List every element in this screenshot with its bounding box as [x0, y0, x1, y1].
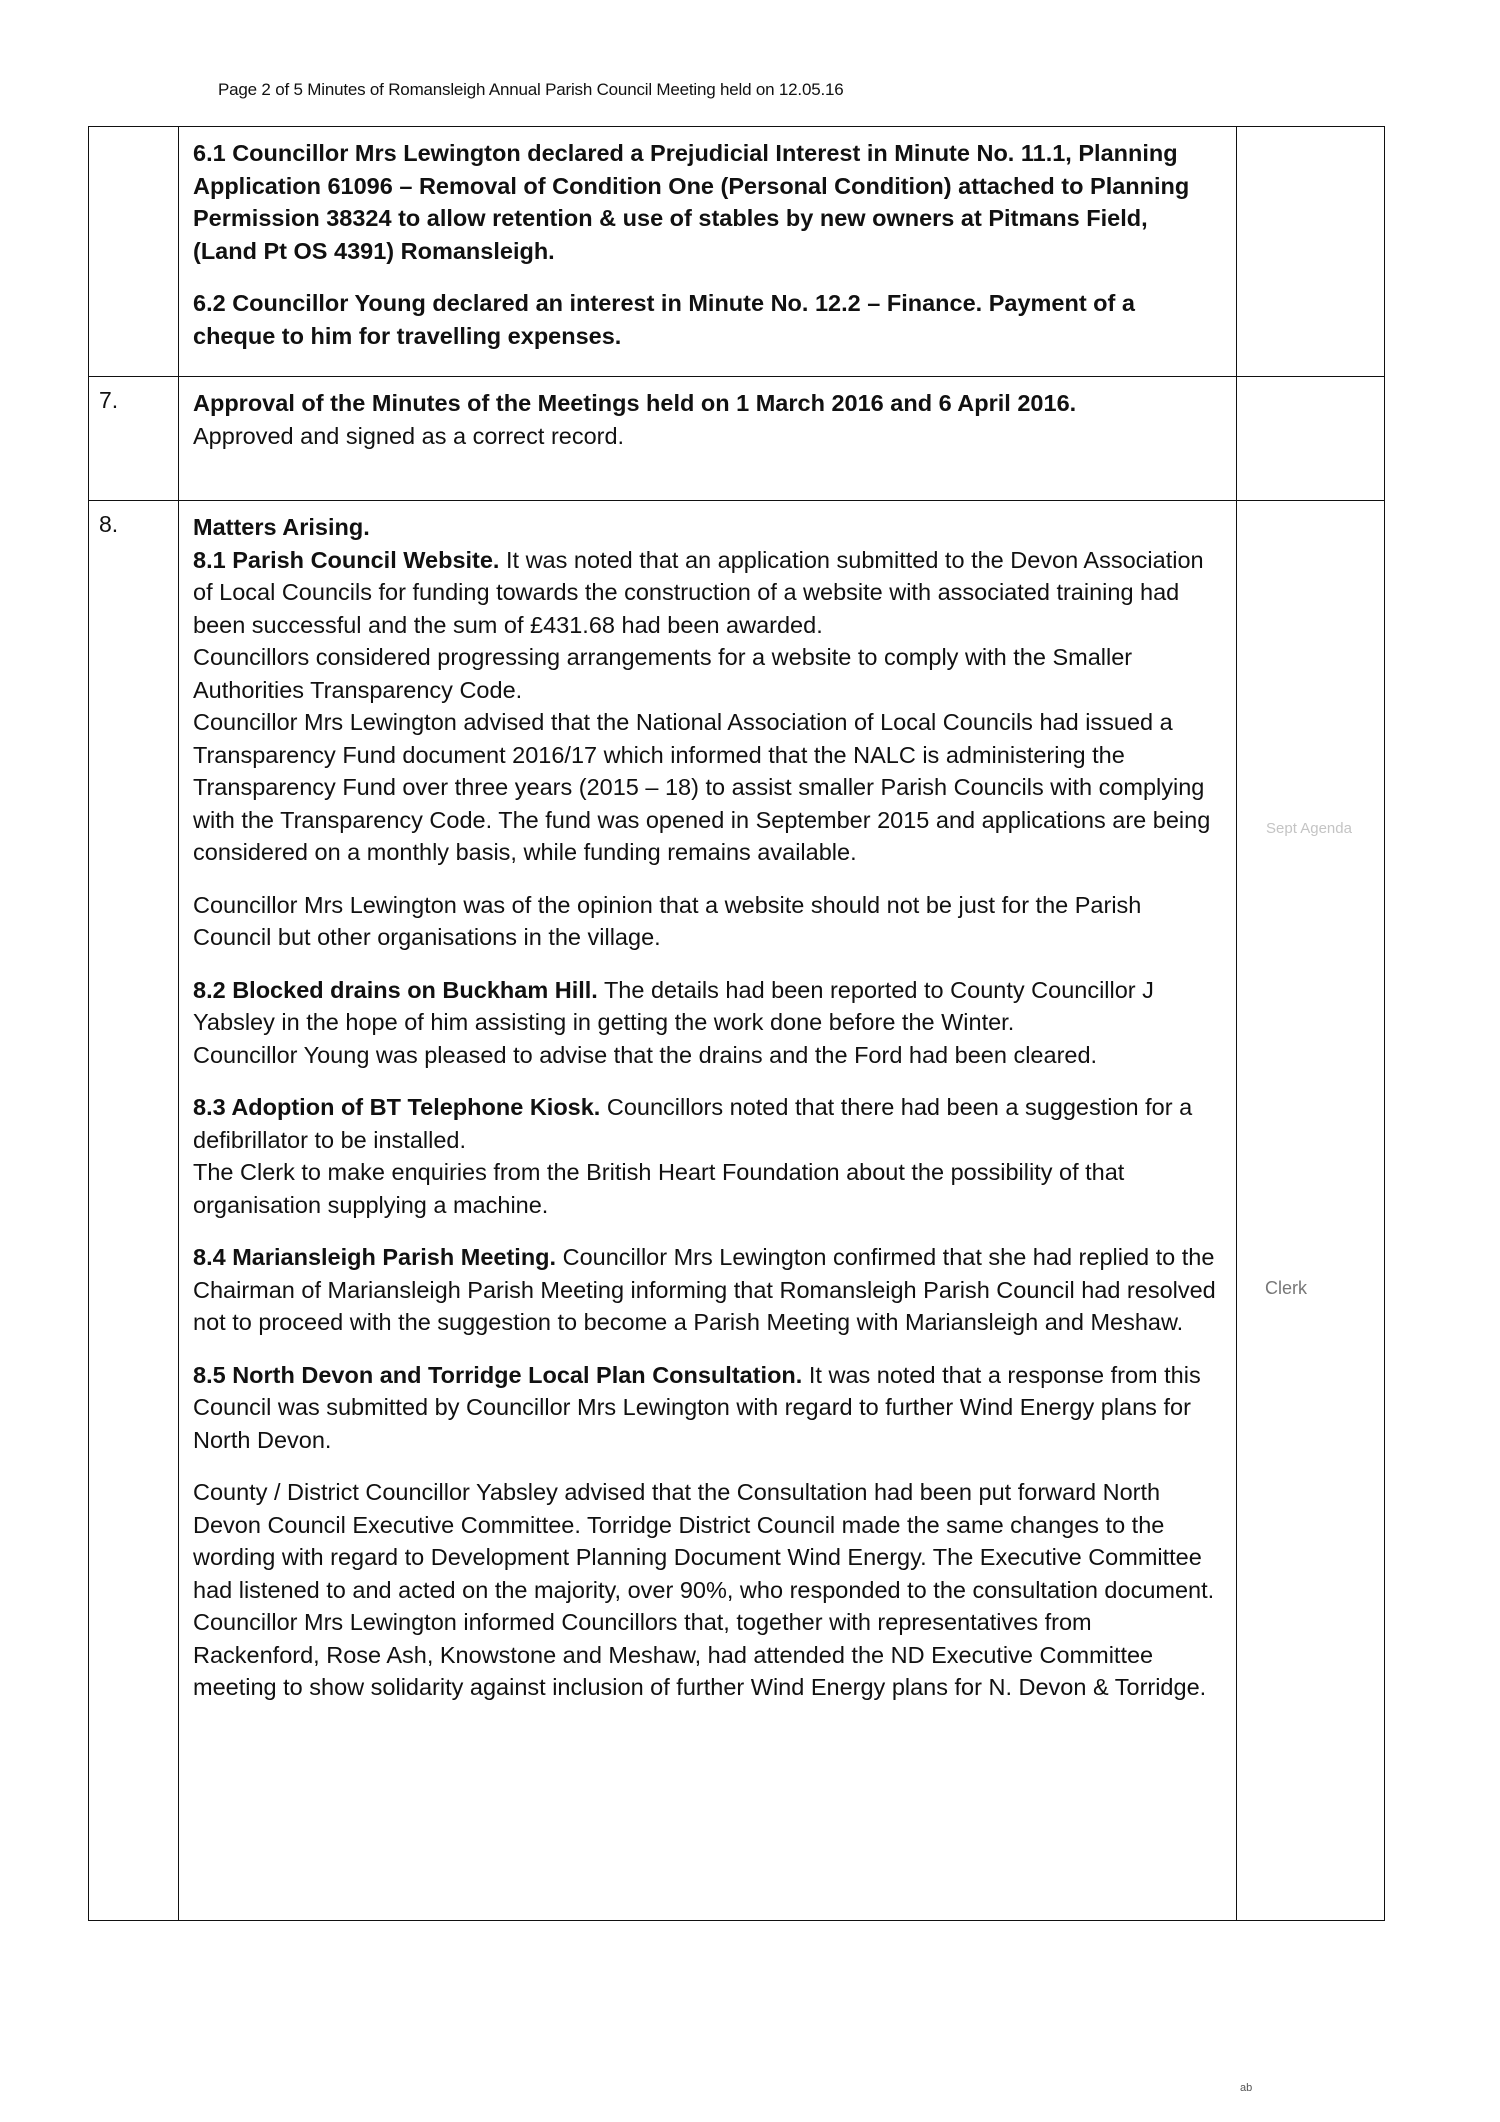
minute-row-8	[89, 501, 1385, 1921]
minute-8-3	[193, 1091, 1218, 1156]
minute-8-5-text: It was noted that a response from this Council was submitted by Councillor Mrs Lewington with regard to further Wind Energy plans for North Devon.	[193, 1361, 1201, 1453]
minute-row-6	[89, 127, 1385, 377]
minute-8-title: Matters Arising.	[193, 514, 370, 540]
minute-8-5	[193, 1359, 1218, 1457]
action-cell	[1237, 127, 1385, 377]
initials-mark: ab	[1240, 2082, 1253, 2094]
minute-8-3-heading: 8.3 Adoption of BT Telephone Kiosk.	[193, 1094, 601, 1120]
minute-8-2-text: The details had been reported to County Councillor J Yabsley in the hope of him assisting in getting the work done before the Winter.	[193, 976, 1154, 1035]
action-cell	[1237, 377, 1385, 501]
minute-6-1: 6.1 Councillor Mrs Lewington declared a Prejudicial Interest in Minute No. 11.1, Planning Application 61096 – Removal of Condition One (Personal Condition) attached to Planning Permission 38324 to allow retention & use of stables by new owners at Pitmans Field, (Land Pt OS 4391) Romansleigh.	[193, 140, 1190, 264]
action-cell	[1237, 501, 1385, 1921]
minute-8-4	[193, 1241, 1218, 1339]
action-note-clerk: Clerk	[1265, 1278, 1308, 1298]
minute-8-2-para-2: Councillor Young was pleased to advise that the drains and the Ford had been cleared.	[193, 1041, 1098, 1068]
page-header: Page 2 of 5 Minutes of Romansleigh Annual Parish Council Meeting held on 12.05.16	[218, 80, 844, 99]
minute-body-7	[179, 377, 1237, 501]
minute-8-3-para-2: The Clerk to make enquiries from the British Heart Foundation about the possibility of that organisation supplying a machine.	[193, 1159, 1125, 1218]
minute-8-2	[193, 974, 1218, 1039]
minute-number: 7.	[89, 377, 179, 501]
minute-6-2: 6.2 Councillor Young declared an interest in Minute No. 12.2 – Finance. Payment of a cheque to him for travelling expenses.	[193, 290, 1135, 349]
minute-number-cell	[89, 127, 179, 377]
minute-8-1-para-3: Councillor Mrs Lewington advised that the National Association of Local Councils had issued a Transparency Fund document 2016/17 which informed that the NALC is administering the Transparency Fund over three years (2015 – 18) to assist smaller Parish Councils with complying with the Transparency Code. The fund was opened in September 2015 and applications are being considered on a monthly basis, while funding remains available.	[193, 709, 1211, 865]
minute-8-3-text: Councillors noted that there had been a suggestion for a defibrillator to be installed.	[193, 1094, 1193, 1153]
minute-8-4-heading: 8.4 Mariansleigh Parish Meeting.	[193, 1244, 557, 1270]
minute-8-2-heading: 8.2 Blocked drains on Buckham Hill.	[193, 976, 598, 1003]
minute-number: 8.	[89, 501, 179, 1921]
action-note-sept-agenda: Sept Agenda	[1266, 820, 1352, 837]
minute-8-1-para-4: Councillor Mrs Lewington was of the opinion that a website should not be just for the Parish Council but other organisations in the village.	[193, 891, 1142, 950]
minute-8-1-heading: 8.1 Parish Council Website.	[193, 546, 500, 573]
minute-8-1-text: It was noted that an application submitted to the Devon Association of Local Councils for funding towards the construction of a website with associated training had been successful and the sum of £431.68 had been awarded.	[193, 546, 1204, 638]
minute-8-5-para-2: County / District Councillor Yabsley advised that the Consultation had been put forward North Devon Council Executive Committee. Torridge District Council made the same changes to the wording with regard to Development Planning Document Wind Energy. The Executive Committee had listened to and acted on the majority, over 90%, who responded to the consultation document. Councillor Mrs Lewington informed Councillors that, together with representatives from Rackenford, Rose Ash, Knowstone and Meshaw, had attended the ND Executive Committee meeting to show solidarity against inclusion of further Wind Energy plans for N. Devon & Torridge.	[193, 1479, 1215, 1700]
minute-row-7	[89, 377, 1385, 501]
minute-8-5-heading: 8.5 North Devon and Torridge Local Plan Consultation.	[193, 1361, 803, 1388]
minute-7-text: Approved and signed as a correct record.	[193, 422, 625, 449]
minute-7-title: Approval of the Minutes of the Meetings held on 1 March 2016 and 6 April 2016.	[193, 390, 1077, 416]
minute-body-6	[179, 127, 1237, 377]
minute-8-4-text: Councillor Mrs Lewington confirmed that she had replied to the Chairman of Mariansleigh Parish Meeting informing that Romansleigh Parish Council had resolved not to proceed with the suggestion to become a Parish Meeting with Mariansleigh and Meshaw.	[193, 1244, 1216, 1335]
minute-body-8	[179, 501, 1237, 1921]
minute-8-1	[193, 544, 1218, 642]
minutes-table	[88, 126, 1385, 1921]
minute-8-1-para-2: Councillors considered progressing arrangements for a website to comply with the Smaller Authorities Transparency Code.	[193, 644, 1133, 703]
